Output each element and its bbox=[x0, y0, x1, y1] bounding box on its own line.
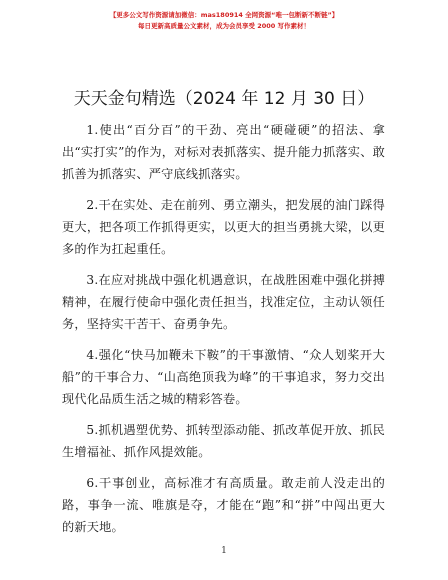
paragraph-3: 3.在应对挑战中强化机遇意识，在战胜困难中强化拼搏精神，在履行使命中强化责任担当，找准定位，主动认领任务，坚持实干苦干、奋勇争先。 bbox=[62, 273, 385, 331]
paragraph-5: 5.抓机遇塑优势、抓转型添动能、抓改革促开放、抓民生增福祉、抓作风提效能。 bbox=[62, 423, 385, 459]
promo-banner bbox=[0, 10, 448, 32]
document-title: 天天金句精选（2024 年 12 月 30 日） bbox=[73, 89, 375, 109]
paragraph-4: 4.强化“快马加鞭未下鞍”的干事激情、“众人划桨开大船”的干事合力、“山高绝顶我为峰”的干事追求，努力交出现代化品质生活之城的精彩答卷。 bbox=[62, 348, 385, 406]
document-body bbox=[62, 119, 385, 547]
paragraph-1: 1.使出“百分百”的干劲、亮出“硬碰硬”的招法、拿出“实打实”的作为，对标对表抓落实、提升能力抓落实、敢抓善为抓落实、严守底线抓落实。 bbox=[62, 123, 385, 181]
promo-banner-line-1: 【更多公文写作资源请加微信：mas180914 全网资源“唯一包断新不断链”】 bbox=[109, 11, 339, 19]
paragraph-6: 6.干事创业，高标准才有高质量。敢走前人没走出的路，事争一流、唯旗是夺，才能在“跑”和“拼”中闯出更大的新天地。 bbox=[62, 476, 385, 534]
paragraph-2: 2.干在实处、走在前列、勇立潮头，把发展的油门踩得更大，把各项工作抓得更实，以更大的担当勇挑大梁，以更多的作为扛起重任。 bbox=[62, 198, 385, 256]
page-number: 1 bbox=[221, 546, 227, 556]
promo-banner-line-2: 每日更新高质量公文素材，成为会员享受 2000 写作素材！ bbox=[137, 22, 311, 30]
